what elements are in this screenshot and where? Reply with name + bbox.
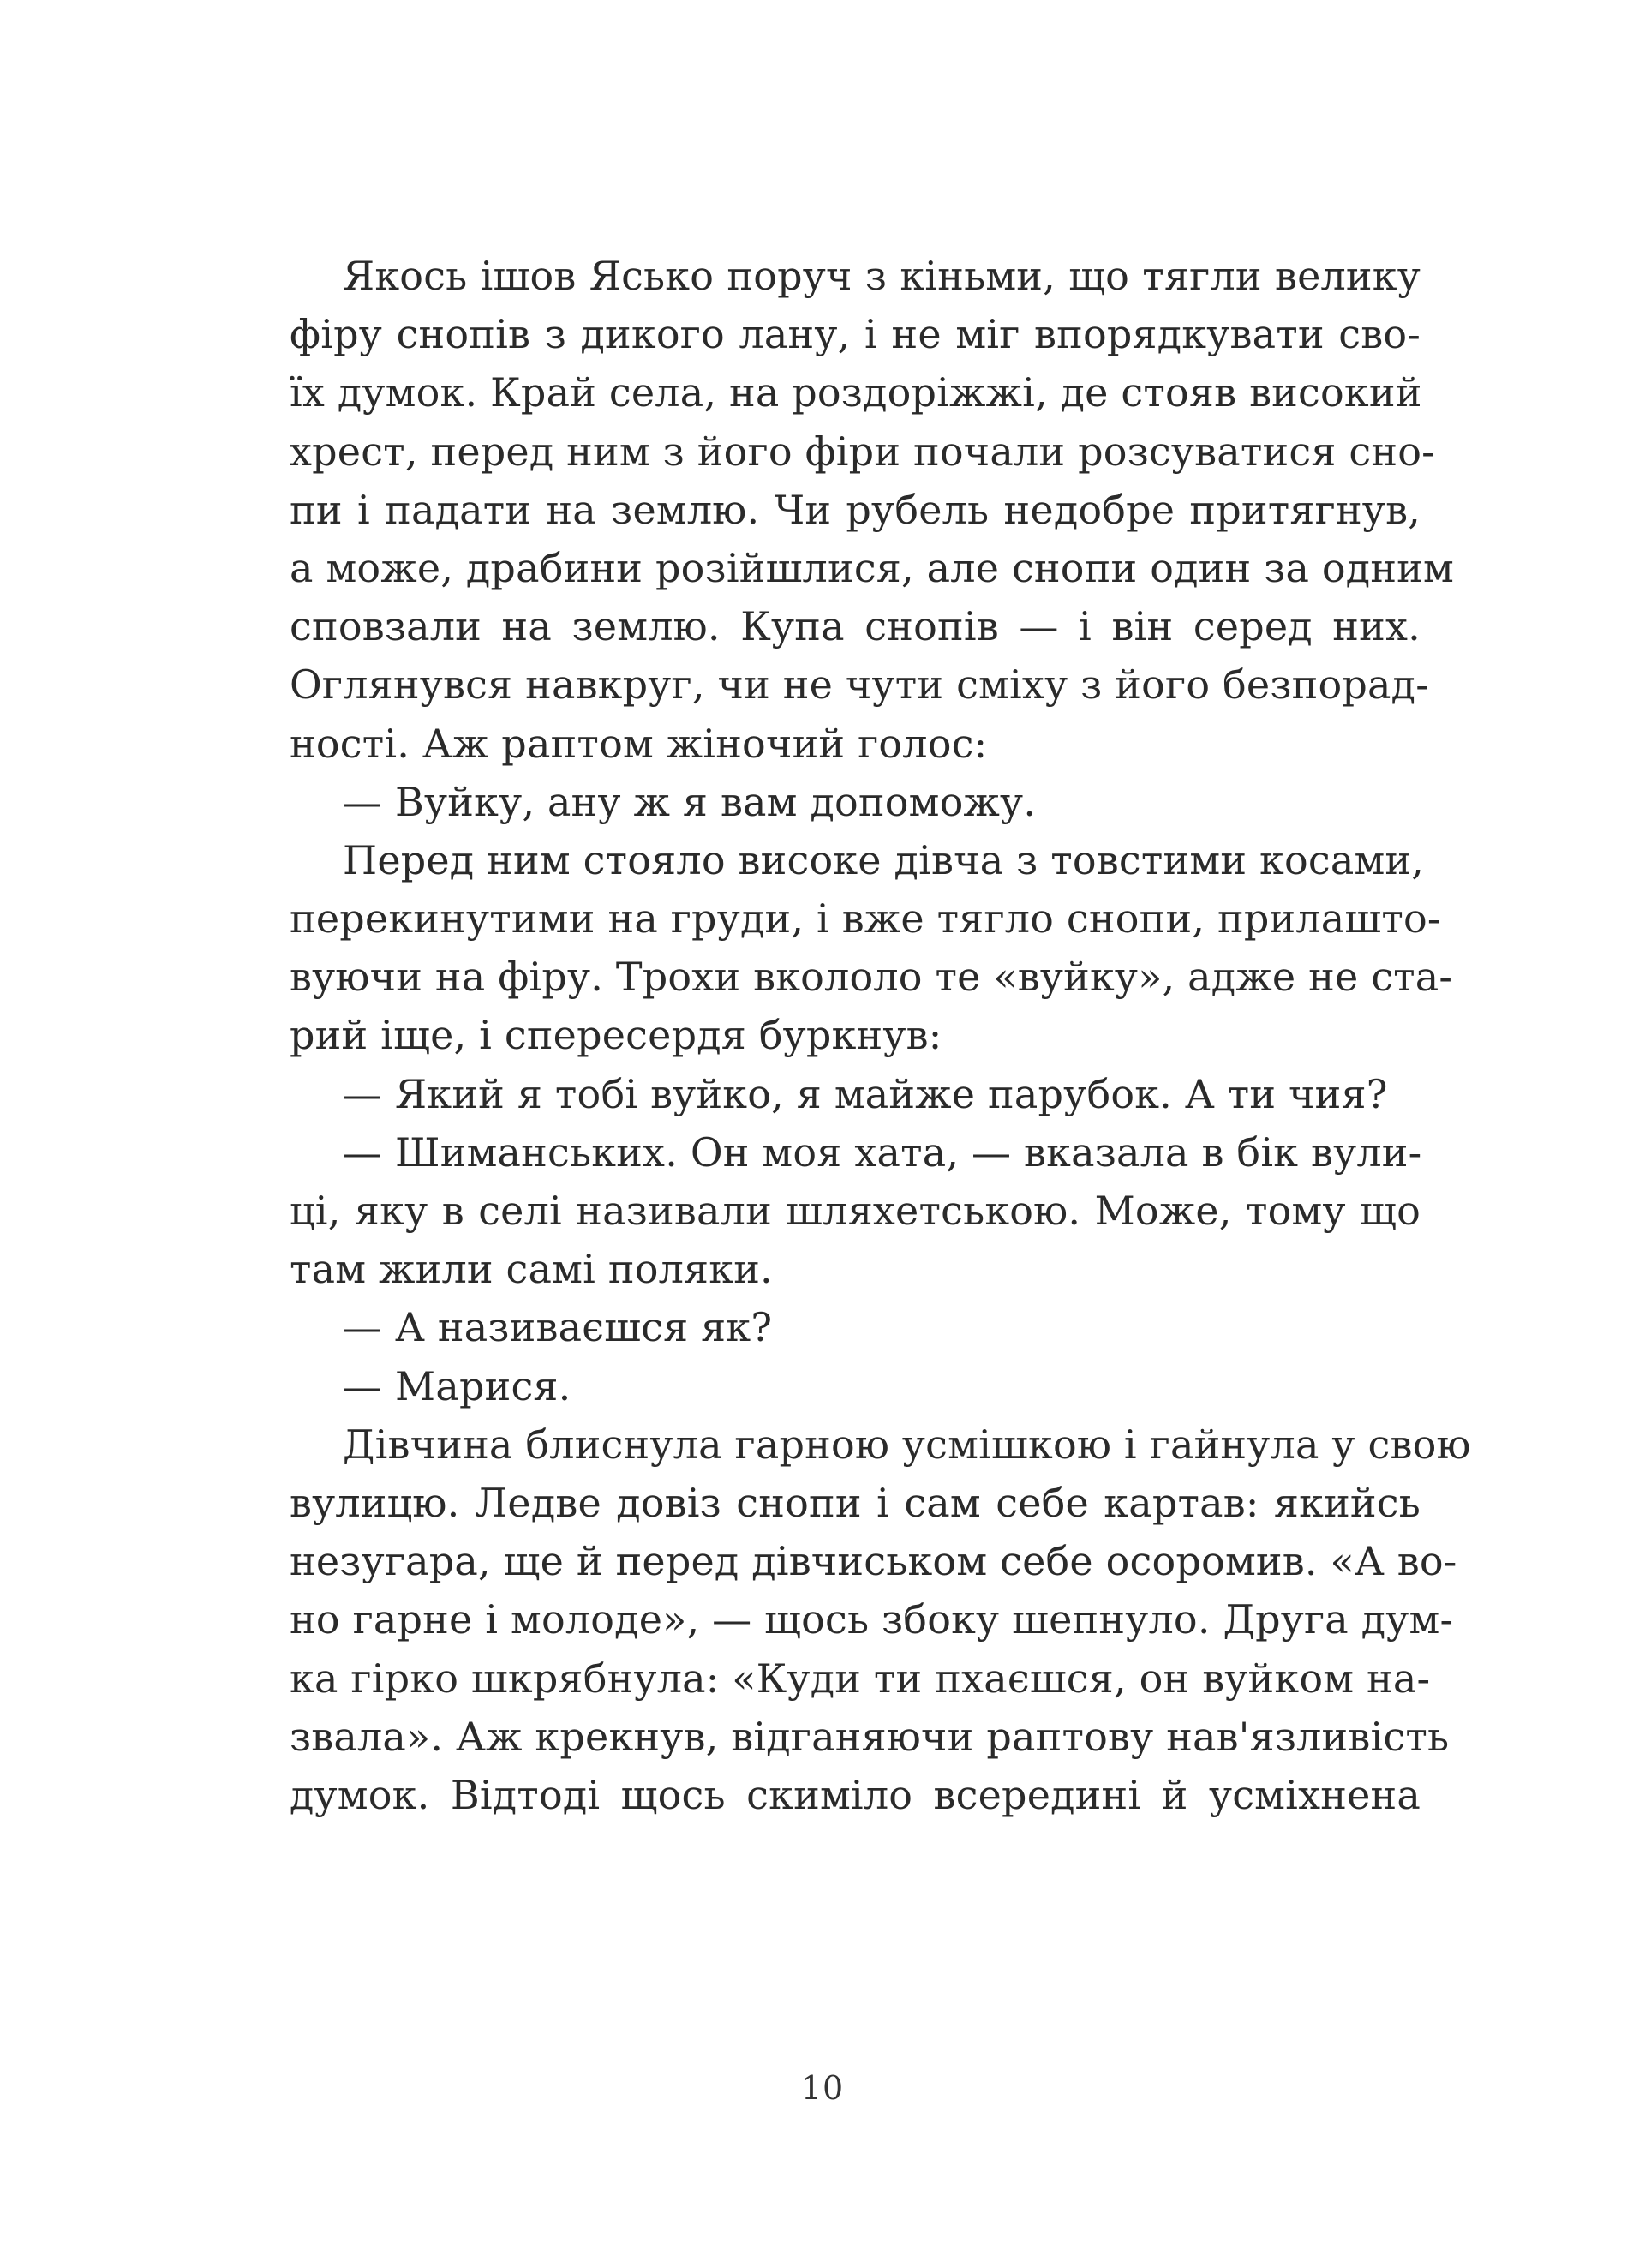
text-line: ці, яку в селі називали шляхетською. Може, тому що [290, 1188, 1421, 1234]
text-line: фіру снопів з дикого лану, і не міг впорядкувати сво- [290, 311, 1421, 358]
text-line: там жили самі поляки. [290, 1246, 773, 1293]
text-line: сповзали на землю. Купа снопів — і він серед них. [290, 603, 1421, 650]
body-text [290, 247, 1471, 1824]
text-line: рий іще, і спересердя буркнув: [290, 1012, 942, 1059]
text-line: — Який я тобі вуйко, я майже парубок. А ти чия? [343, 1070, 1388, 1117]
text-line: — Вуйку, ану ж я вам допоможу. [343, 778, 1037, 825]
text-line: звала». Аж крекнув, відганяючи раптову нав'язливість [290, 1713, 1450, 1760]
text-line: — Шиманських. Он моя хата, — вказала в бік вули- [343, 1128, 1422, 1176]
text-line: незугара, ще й перед дівчиськом себе осоромив. «А во- [290, 1538, 1457, 1585]
text-line: ка гірко шкрябнула: «Куди ти пхаєшся, он вуйком на- [290, 1655, 1431, 1702]
text-line: — А називаєшся як? [343, 1304, 773, 1351]
text-line: Оглянувся навкруг, чи не чути сміху з його безпорад- [290, 661, 1429, 709]
text-line: хрест, перед ним з його фіри почали розсуватися сно- [290, 428, 1435, 475]
text-line: а може, драбини розійшлися, але снопи один за одним [290, 544, 1455, 591]
text-line: но гарне і молоде», — щось збоку шепнуло. Друга дум- [290, 1596, 1454, 1643]
text-line: ності. Аж раптом жіночий голос: [290, 720, 988, 767]
page-number: 10 [800, 2069, 845, 2107]
text-line: Дівчина блиснула гарною усмішкою і гайнула у свою [343, 1421, 1471, 1468]
text-line: думок. Відтоді щось скиміло всередині й усміхнена [290, 1771, 1421, 1818]
text-line: Перед ним стояло високе дівча з товстими косами, [343, 836, 1425, 883]
text-line: Якось ішов Ясько поруч з кіньми, що тягли велику [343, 253, 1421, 299]
text-line: вуючи на фіру. Трохи вкололо те «вуйку», адже не ста- [290, 954, 1453, 1001]
text-line: пи і падати на землю. Чи рубель недобре притягнув, [290, 486, 1421, 533]
text-line: перекинутими на груди, і вже тягло снопи, прилашто- [290, 895, 1441, 943]
text-line: — Марися. [343, 1362, 571, 1409]
text-line: вулицю. Ледве довіз снопи і сам себе картав: якийсь [290, 1479, 1421, 1526]
text-line: їх думок. Край села, на роздоріжжі, де стояв високий [290, 369, 1422, 416]
